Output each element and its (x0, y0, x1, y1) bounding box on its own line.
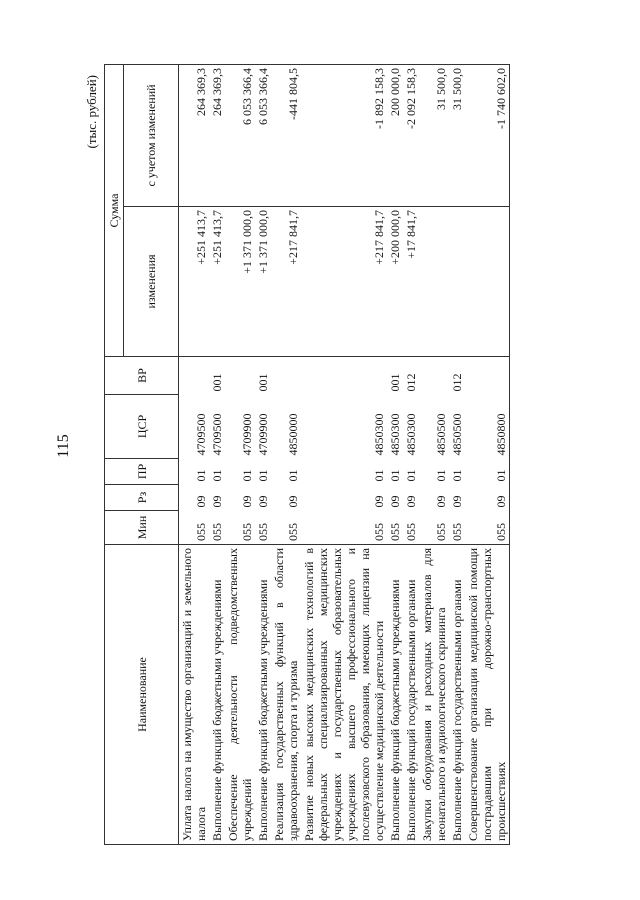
cell-pr: 01 (210, 469, 224, 482)
cell-rz: 09 (256, 495, 270, 508)
cell-total: -1 892 158,3 (301, 64, 387, 206)
cell-pr: 01 (434, 469, 448, 482)
cell-pr: 01 (450, 469, 464, 482)
cell-min: 055 (209, 511, 225, 545)
header-pr: ПР (105, 459, 179, 485)
table-row (179, 64, 210, 844)
cell-name: Выполнение функций бюджетными учреждениями (209, 545, 225, 845)
cell-vr: 001 (209, 357, 225, 395)
header-csr: ЦСР (105, 395, 179, 459)
cell-min: 055 (301, 511, 387, 545)
cell-min: 055 (449, 511, 465, 545)
cell-rz: 09 (465, 485, 510, 511)
cell-name: Обеспечение деятельности подведомственных учреждений (225, 545, 255, 845)
header-vr: ВР (105, 357, 179, 395)
cell-csr: 4709900 (256, 413, 270, 456)
cell-change: +1 371 000,0 (225, 207, 255, 357)
cell-min: 055 (465, 511, 510, 545)
header-rz: Рз (105, 485, 179, 511)
cell-change: +251 413,7 (209, 207, 225, 357)
cell-csr: 4709900 (240, 413, 254, 456)
page-number: 115 (55, 434, 72, 458)
cell-min: 055 (419, 511, 449, 545)
cell-name: Реализация государственных функций в области здравоохранения, спорта и туризма (271, 545, 301, 845)
cell-pr: 01 (286, 469, 300, 482)
header-name: Наименование (105, 545, 179, 845)
header-sum: Сумма (105, 64, 124, 356)
table-row (255, 64, 271, 844)
cell-pr: 01 (388, 469, 402, 482)
cell-total: -441 804,5 (271, 64, 301, 206)
cell-rz: 09 (388, 495, 402, 508)
cell-total: -1 740 602,0 (465, 64, 510, 206)
cell-change: +251 413,7 (179, 207, 210, 357)
table-row (209, 64, 225, 844)
cell-pr: 01 (465, 459, 510, 485)
cell-rz: 09 (194, 495, 208, 508)
cell-csr: 4850800 (465, 395, 510, 459)
table-row (465, 64, 510, 844)
header-changes: изменения (124, 207, 179, 357)
cell-total: 6 053 366,4 (255, 64, 271, 206)
cell-pr: 01 (240, 469, 254, 482)
cell-name: Развитие новых высоких медицинских технологий в федеральных специализированных медицинских учреждениях и государственных образовательных учреждениях высшего профессионального и послевузовского образования, имеющих лицензии на осуществление медицинской деятельности (301, 545, 387, 845)
cell-total: -2 092 158,3 (403, 64, 419, 206)
cell-change: +217 841,7 (301, 207, 387, 357)
cell-pr: 01 (256, 469, 270, 482)
cell-min: 055 (255, 511, 271, 545)
unit-note: (тыс. рублей) (84, 75, 99, 149)
cell-rz: 09 (434, 495, 448, 508)
cell-change (419, 207, 449, 357)
cell-rz: 09 (404, 495, 418, 508)
cell-vr (271, 357, 301, 395)
table-body (179, 64, 510, 844)
cell-total: 200 000,0 (387, 64, 403, 206)
table-row (403, 64, 419, 844)
cell-vr (419, 357, 449, 395)
cell-vr (225, 357, 255, 395)
cell-rz: 09 (286, 495, 300, 508)
cell-csr: 4850300 (404, 413, 418, 456)
table-row (225, 64, 255, 844)
rotated-page (82, 65, 557, 845)
cell-change (449, 207, 465, 357)
cell-name: Закупки оборудования и расходных материалов для неонатального и аудиологического скрининга (419, 545, 449, 845)
cell-total: 6 053 366,4 (225, 64, 255, 206)
cell-pr: 01 (194, 469, 208, 482)
cell-vr: 012 (403, 357, 419, 395)
table-row (419, 64, 449, 844)
cell-min: 055 (387, 511, 403, 545)
cell-vr: 012 (449, 357, 465, 395)
cell-csr: 4850000 (286, 413, 300, 456)
cell-rz: 09 (450, 495, 464, 508)
cell-csr: 4850500 (434, 413, 448, 456)
cell-total: 31 500,0 (419, 64, 449, 206)
cell-min: 055 (179, 511, 210, 545)
cell-name: Уплата налога на имущество организаций и земельного налога (179, 545, 210, 845)
cell-change: +1 371 000,0 (255, 207, 271, 357)
header-row (105, 64, 124, 844)
cell-name: Выполнение функций бюджетными учреждениями (255, 545, 271, 845)
cell-vr: 001 (255, 357, 271, 395)
cell-csr: 4709500 (210, 413, 224, 456)
cell-total: 264 369,3 (209, 64, 225, 206)
cell-vr (465, 357, 510, 395)
cell-total: 31 500,0 (449, 64, 465, 206)
cell-csr: 4709500 (194, 413, 208, 456)
cell-min: 055 (403, 511, 419, 545)
cell-min: 055 (271, 511, 301, 545)
cell-name: Выполнение функций бюджетными учреждениями (387, 545, 403, 845)
cell-change: +17 841,7 (403, 207, 419, 357)
cell-pr: 01 (372, 469, 386, 482)
header-min: Мин (105, 511, 179, 545)
cell-name: Выполнение функций государственными органами (403, 545, 419, 845)
cell-csr: 4850500 (450, 413, 464, 456)
cell-change: +200 000,0 (387, 207, 403, 357)
budget-table (104, 64, 510, 845)
cell-rz: 09 (210, 495, 224, 508)
cell-vr: 001 (387, 357, 403, 395)
cell-total: 264 369,3 (179, 64, 210, 206)
table-row (301, 64, 387, 844)
cell-change (465, 207, 510, 357)
cell-name: Выполнение функций государственными органами (449, 545, 465, 845)
cell-vr (301, 357, 387, 395)
cell-csr: 4850300 (372, 413, 386, 456)
cell-change: +217 841,7 (271, 207, 301, 357)
cell-csr: 4850300 (388, 413, 402, 456)
header-with-changes: с учетом изменений (124, 64, 179, 206)
table-row (271, 64, 301, 844)
cell-rz: 09 (240, 495, 254, 508)
cell-min: 055 (225, 511, 255, 545)
cell-vr (179, 357, 210, 395)
cell-rz: 09 (372, 495, 386, 508)
cell-name: Совершенствование организации медицинской помощи пострадавшим при дорожно-транспортных происшествиях (465, 545, 510, 845)
table-row (449, 64, 465, 844)
table-row (387, 64, 403, 844)
cell-pr: 01 (404, 469, 418, 482)
